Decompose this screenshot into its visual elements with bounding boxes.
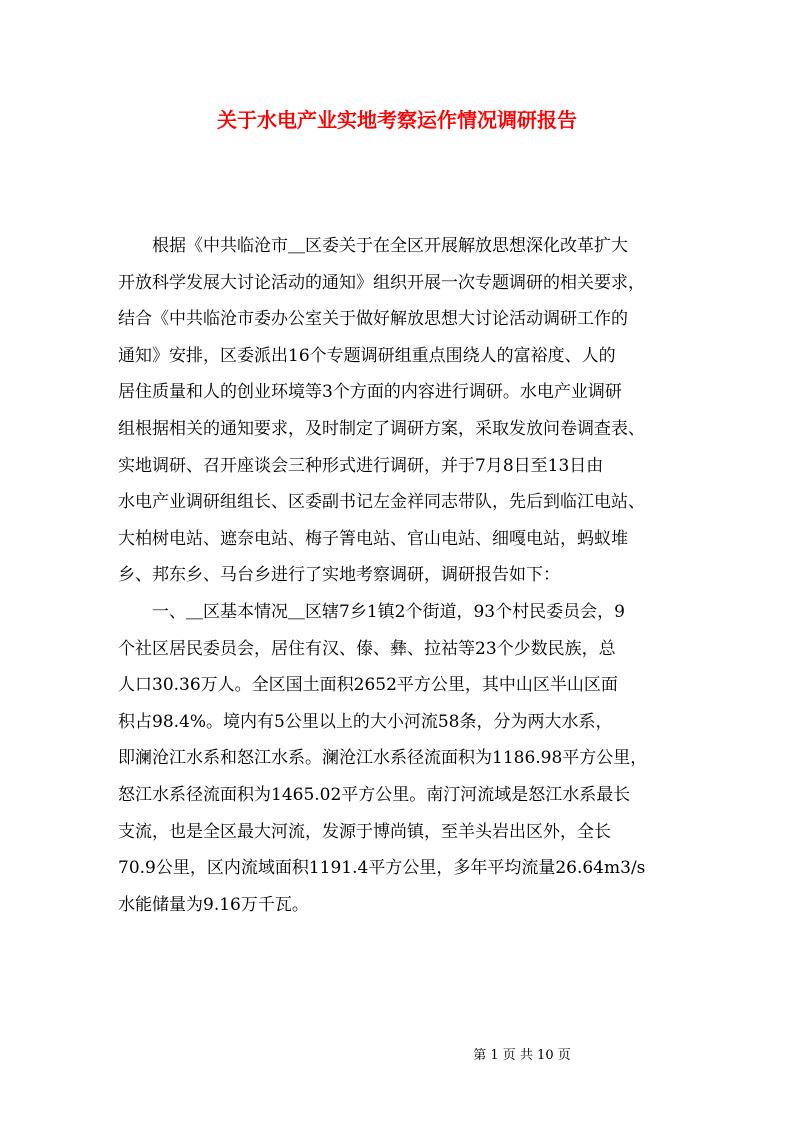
body-line: 即澜沧江水系和怒江水系。澜沧江水系径流面积为1186.98平方公里， [118,748,648,769]
body-line: 实地调研、召开座谈会三种形式进行调研，并于7月8日至13日由 [118,455,604,476]
body-line: 开放科学发展大讨论活动的通知》组织开展一次专题调研的相关要求， [118,272,645,293]
body-line: 居住质量和人的创业环境等3个方面的内容进行调研。水电产业调研 [118,382,622,403]
body-line: 结合《中共临沧市委办公室关于做好解放思想大讨论活动调研工作的 [118,309,628,330]
body-line: 一、＿区基本情况＿区辖7乡1镇2个街道，93个村民委员会，9 [118,601,625,622]
body-line: 大柏树电站、遮奈电站、梅子箐电站、官山电站、细嘎电站，蚂蚁堆 [118,528,628,549]
body-line: 70.9公里，区内流域面积1191.4平方公里，多年平均流量26.64m3/s [118,858,646,879]
body-line: 水能储量为9.16万千瓦。 [118,894,309,915]
body-line: 个社区居民委员会，居住有汉、傣、彝、拉祜等23个少数民族，总 [118,638,616,659]
body-line: 组根据相关的通知要求，及时制定了调研方案，采取发放问卷调查表、 [118,418,645,439]
document-title: 关于水电产业实地考察运作情况调研报告 [217,108,577,132]
body-line: 水电产业调研组组长、区委副书记左金祥同志带队，先后到临江电站、 [118,492,645,513]
body-line: 人口30.36万人。全区国土面积2652平方公里，其中山区半山区面 [118,675,618,696]
body-line: 通知》安排，区委派出16个专题调研组重点围绕人的富裕度、人的 [118,345,616,366]
page-number-footer: 第 1 页 共 10 页 [473,1048,571,1063]
body-line: 乡、邦东乡、马台乡进行了实地考察调研，调研报告如下： [118,565,560,586]
body-line: 支流，也是全区最大河流，发源于博尚镇，至羊头岩出区外，全长 [118,821,611,842]
document-body [118,228,684,923]
body-line: 积占98.4%。境内有5公里以上的大小河流58条，分为两大水系， [118,711,613,732]
body-line: 怒江水系径流面积为1465.02平方公里。南汀河流域是怒江水系最长 [118,784,631,805]
body-line: 根据《中共临沧市＿区委关于在全区开展解放思想深化改革扩大 [118,236,628,256]
